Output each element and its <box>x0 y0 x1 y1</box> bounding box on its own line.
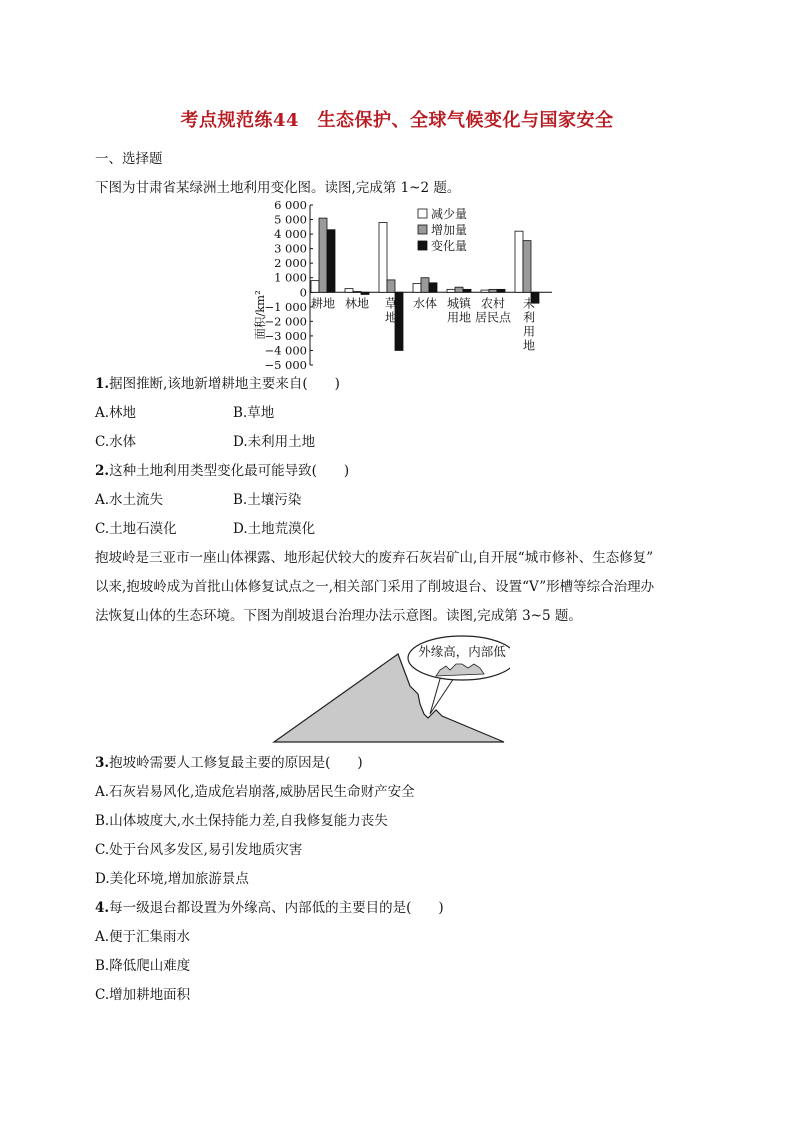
bar-1 <box>447 289 455 292</box>
legend-label: 变化量 <box>431 239 468 253</box>
bar-1 <box>481 290 489 292</box>
y-tick-label: 6 000 <box>274 198 307 212</box>
bubble-label: 外缘高，内部低 <box>418 644 506 659</box>
section-heading: 一、选择题 <box>95 151 163 167</box>
question-2-number: 2. <box>95 463 110 479</box>
intro-text-1: 下图为甘肃省某绿洲土地利用变化图。读图,完成第 1~2 题。 <box>95 180 461 196</box>
y-tick-label: −3 000 <box>264 328 307 343</box>
category-label: 居民点 <box>474 310 512 325</box>
q3-option-d[interactable]: D.美化环境,增加旅游景点 <box>95 871 249 887</box>
q1-option-a[interactable]: A.林地 <box>95 405 137 421</box>
y-tick-label: 0 <box>299 285 307 300</box>
bar-1 <box>345 289 353 293</box>
question-1-text: 据图推断,该地新增耕地主要来自( ) <box>109 376 340 392</box>
legend-swatch <box>418 241 427 250</box>
y-tick-label: −4 000 <box>264 343 307 358</box>
passage-line-1: 抱坡岭是三亚市一座山体裸露、地形起伏较大的废弃石灰岩矿山,自开展“城市修补、生态修复” <box>95 550 654 566</box>
question-3-number: 3. <box>95 755 110 771</box>
bar-2 <box>319 218 327 292</box>
category-label: 耕地 <box>310 296 336 311</box>
q2-option-a[interactable]: A.水土流失 <box>95 492 164 508</box>
q1-option-c[interactable]: C.水体 <box>95 434 137 450</box>
q2-option-b[interactable]: B.土壤污染 <box>233 492 302 508</box>
category-label: 水体 <box>412 296 438 311</box>
land-use-chart <box>240 196 560 376</box>
category-label: 城镇 <box>446 296 472 311</box>
bar-1 <box>379 222 387 292</box>
bar-3 <box>463 289 471 292</box>
bar-3 <box>429 283 437 292</box>
y-tick-label: 3 000 <box>274 241 307 256</box>
question-4-text: 每一级退台都设置为外缘高、内部低的主要目的是( ) <box>109 900 444 916</box>
bar-1 <box>413 284 421 293</box>
legend-label: 减少量 <box>431 207 468 221</box>
category-label: 农村 <box>480 296 506 311</box>
y-axis-label: 面积/km² <box>253 290 267 340</box>
legend-swatch <box>418 225 427 234</box>
page-title: 考点规范练44 生态保护、全球气候变化与国家安全 <box>180 110 614 131</box>
category-label: 用地 <box>446 310 472 325</box>
q3-option-b[interactable]: B.山体坡度大,水土保持能力差,自我修复能力丧失 <box>95 813 388 829</box>
bar-2 <box>387 280 395 292</box>
question-2 <box>95 462 349 480</box>
question-1-number: 1. <box>95 376 110 392</box>
bar-2 <box>489 289 497 292</box>
bar-1 <box>311 281 319 293</box>
category-label: 林地 <box>344 296 370 311</box>
q4-option-b[interactable]: B.降低爬山难度 <box>95 958 191 974</box>
bar-2 <box>523 241 531 293</box>
q2-option-d[interactable]: D.土地荒漠化 <box>233 521 316 537</box>
category-label: 未 <box>522 296 536 311</box>
bar-1 <box>515 231 523 292</box>
q4-option-c[interactable]: C.增加耕地面积 <box>95 987 191 1003</box>
y-tick-label: −1 000 <box>264 299 307 314</box>
legend-swatch <box>418 209 427 218</box>
y-tick-label: 4 000 <box>274 227 307 242</box>
category-label: 用 <box>522 324 536 339</box>
y-tick-label: −5 000 <box>264 358 307 372</box>
q4-option-a[interactable]: A.便于汇集雨水 <box>95 929 191 945</box>
y-tick-label: −2 000 <box>264 314 307 329</box>
question-1 <box>95 375 340 393</box>
y-tick-label: 1 000 <box>274 270 307 285</box>
question-4-number: 4. <box>95 900 110 916</box>
category-label: 地 <box>384 310 398 325</box>
y-tick-label: 2 000 <box>274 256 307 271</box>
bar-2 <box>353 292 361 293</box>
question-3-text: 抱坡岭需要人工修复最主要的原因是( ) <box>109 755 363 771</box>
q3-option-c[interactable]: C.处于台风多发区,易引发地质灾害 <box>95 842 303 858</box>
bar-3 <box>361 292 369 294</box>
q3-option-a[interactable]: A.石灰岩易风化,造成危岩崩落,威胁居民生命财产安全 <box>95 784 415 800</box>
category-label: 草 <box>384 296 398 311</box>
question-2-text: 这种土地利用类型变化最可能导致( ) <box>109 463 350 479</box>
legend-label: 增加量 <box>431 223 468 237</box>
q1-option-b[interactable]: B.草地 <box>233 405 275 421</box>
bar-3 <box>497 289 505 292</box>
bar-2 <box>421 278 429 293</box>
question-4 <box>95 899 444 917</box>
bar-2 <box>455 287 463 292</box>
q1-option-d[interactable]: D.未利用土地 <box>233 434 316 450</box>
question-3 <box>95 754 363 772</box>
category-label: 地 <box>522 338 536 353</box>
passage-line-3: 法恢复山体的生态环境。下图为削坡退台治理办法示意图。读图,完成第 3~5 题。 <box>95 608 582 624</box>
slope-terracing-diagram <box>270 634 510 746</box>
y-tick-label: 5 000 <box>274 212 307 227</box>
passage-line-2: 以来,抱坡岭成为首批山体修复试点之一,相关部门采用了削坡退台、设置“V”形槽等综合治理办 <box>95 579 655 595</box>
bar-3 <box>327 230 335 293</box>
q2-option-c[interactable]: C.土地石漠化 <box>95 521 177 537</box>
category-label: 利 <box>522 310 536 325</box>
